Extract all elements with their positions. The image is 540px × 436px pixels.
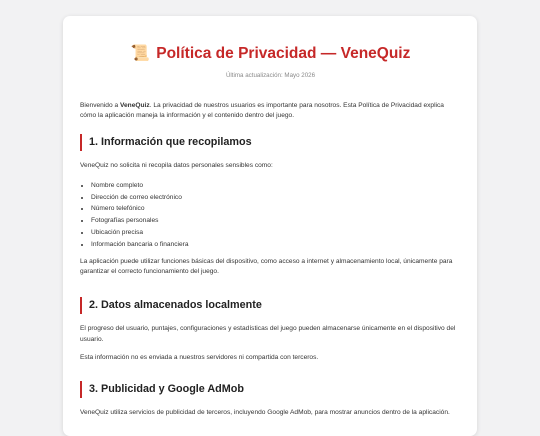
list-item: • Nombre completo [91,180,461,192]
section-3-paragraph-1: VeneQuiz utiliza servicios de publicidad de terceros, incluyendo Google AdMob, para mostrar anuncios dentro de la aplicación. [80,409,450,417]
intro-prefix: Bienvenido a [80,102,120,109]
data-list [80,180,461,251]
list-item: • Número telefónico [91,203,461,215]
section-heading-3: 3. Publicidad y Google AdMob [80,381,461,398]
page-title-text: Política de Privacidad — VeneQuiz [156,45,411,62]
list-item: • Información bancaria o financiera [91,239,461,251]
last-updated: Última actualización: Mayo 2026 [225,72,316,79]
list-item: • Fotografías personales [91,215,461,227]
scroll-icon: 📜 [130,45,150,62]
page-title [80,44,461,64]
list-item: • Dirección de correo electrónico [91,192,461,204]
section-2-paragraph-1: El progreso del usuario, puntajes, configuraciones y estadísticas del juego pueden almacenarse únicamente en el dispositivo del usuario. [80,325,456,343]
intro-paragraph [80,101,461,122]
list-item: • Ubicación precisa [91,227,461,239]
section-2-paragraph-2: Esta información no es enviada a nuestros servidores ni compartida con terceros. [80,353,319,361]
intro-app-name: VeneQuiz [119,102,150,109]
section-1-paragraph-2: La aplicación puede utilizar funciones básicas del dispositivo, como acceso a internet y almacenamiento local, únicamente para garantizar el correcto funcionamiento del juego. [80,257,453,275]
section-heading-1: 1. Información que recopilamos [80,134,461,151]
section-1-paragraph-1: VeneQuiz no solicita ni recopila datos personales sensibles como: [80,161,273,169]
policy-card [63,16,477,436]
section-heading-2: 2. Datos almacenados localmente [80,297,461,314]
intro-text: . La privacidad de nuestros usuarios es importante para nosotros. Esta Política de Privacidad explica cómo la aplicación maneja la información y el contenido dentro del juego. [80,102,444,120]
